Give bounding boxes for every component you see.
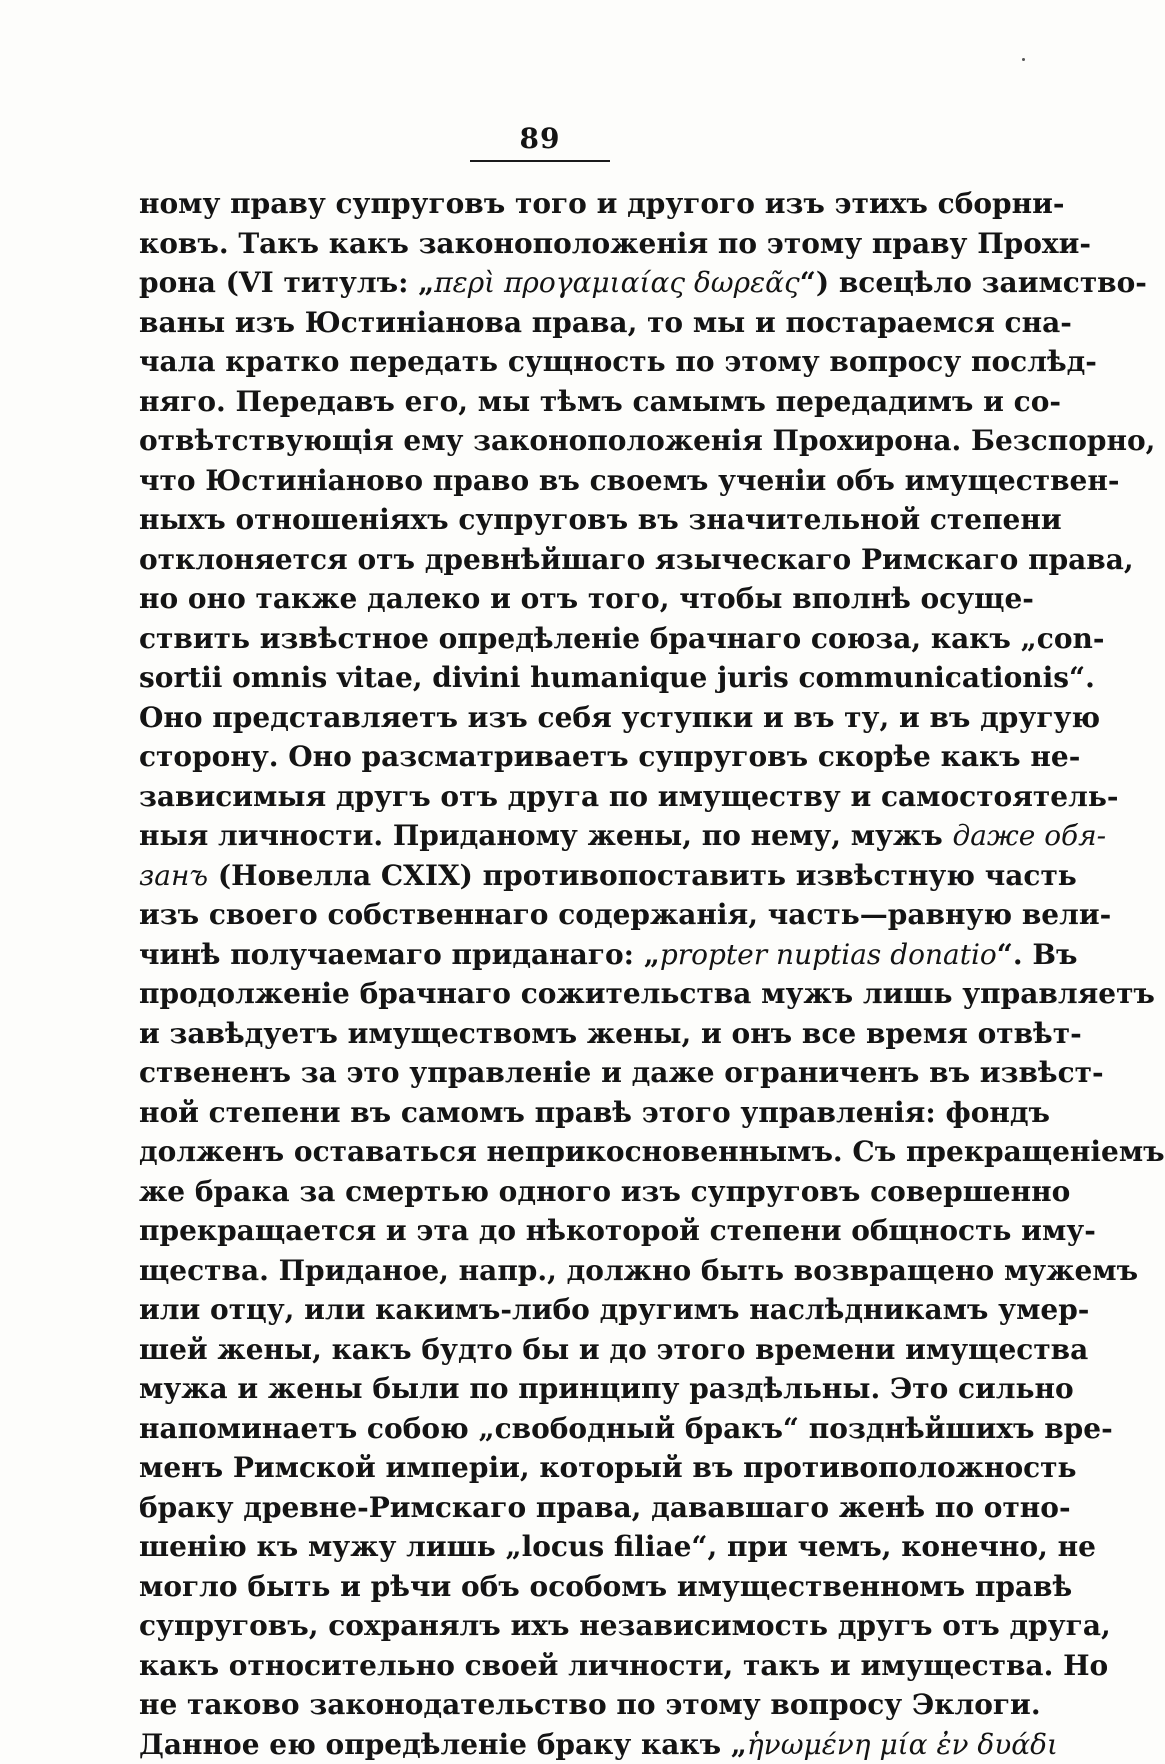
text-segment: и завѣдуетъ имуществомъ жены, и онъ все время отвѣт- [139,1017,1082,1050]
page-number: 89 [470,122,610,155]
italic-phrase: περὶ προγαμιαίας δωρεᾶς [434,266,799,299]
text-line [139,461,939,501]
text-segment: (Новелла CXIX) противопоставить извѣстную часть [208,859,1077,892]
text-segment: ковъ. Такъ какъ законоположенія по этому праву Прохи- [139,227,1091,260]
text-segment: сторону. Оно разсматриваетъ супруговъ скорѣе какъ не- [139,740,1080,773]
text-line [139,777,939,817]
text-line [139,619,939,659]
italic-phrase: ἡνωμένη μία ἐν δυάδι [747,1728,1058,1761]
text-line [139,895,939,935]
text-line [139,1646,939,1686]
text-line [139,816,939,856]
text-segment: чинѣ получаемаго приданаго: „ [139,938,660,971]
text-segment: Данное ею опредѣленіе браку какъ „ [139,1728,747,1761]
text-segment: шей жены, какъ будто бы и до этого времени имущества [139,1333,1088,1366]
italic-phrase: занъ [139,859,208,892]
text-segment: “. Въ [997,938,1078,971]
text-line [139,1725,939,1764]
text-line [139,1567,939,1607]
text-line [139,974,939,1014]
text-segment: зависимыя другъ отъ друга по имуществу и самостоятель- [139,780,1118,813]
text-line [139,1053,939,1093]
text-segment: не таково законодательство по этому вопросу Эклоги. [139,1688,1041,1721]
text-segment: ной степени въ самомъ правѣ этого управленія: фондъ [139,1096,1050,1129]
text-segment: но оно также далеко и отъ того, чтобы вполнѣ осуще- [139,582,1034,615]
italic-phrase: propter nuptias donatio [660,938,997,971]
text-line [139,698,939,738]
text-segment: или отцу, или какимъ-либо другимъ наслѣдникамъ умер- [139,1293,1089,1326]
text-line [139,1251,939,1291]
text-line [139,1290,939,1330]
text-segment: няго. Передавъ его, мы тѣмъ самымъ передадимъ и со- [139,385,1061,418]
text-line [139,1409,939,1449]
text-segment: “) всецѣло заимство- [800,266,1147,299]
text-segment: щества. Приданое, напр., должно быть возвращено мужемъ [139,1254,1138,1287]
text-line [139,856,939,896]
text-segment: прекращается и эта до нѣкоторой степени общность иму- [139,1214,1096,1247]
text-line [139,1685,939,1725]
text-line [139,263,939,303]
text-line [139,1014,939,1054]
text-segment: продолженіе брачнаго сожительства мужъ лишь управляетъ [139,977,1155,1010]
text-segment: Оно представляетъ изъ себя уступки и въ ту, и въ другую [139,701,1100,734]
text-segment: мужа и жены были по принципу раздѣльны. Это сильно [139,1372,1074,1405]
text-line [139,1132,939,1172]
text-line [139,737,939,777]
text-line [139,342,939,382]
text-segment: рона (VI титулъ: „ [139,266,434,299]
text-segment: ныхъ отношеніяхъ супруговъ въ значительной степени [139,503,1062,536]
text-line [139,224,939,264]
text-line [139,1369,939,1409]
body-paragraph [139,184,939,1764]
text-line [139,1488,939,1528]
text-line [139,1330,939,1370]
text-segment: супруговъ, сохранялъ ихъ независимость другъ отъ друга, [139,1609,1111,1642]
text-segment: ствененъ за это управленіе и даже ограниченъ въ извѣст- [139,1056,1104,1089]
text-segment: отвѣтствующія ему законоположенія Прохирона. Безспорно, [139,424,1155,457]
text-line [139,382,939,422]
text-segment: sortii omnis vitae, divini humanique juris communicationis“. [139,661,1095,694]
text-segment: менъ Римской имперіи, который въ противоположность [139,1451,1077,1484]
text-segment: чала кратко передать сущность по этому вопросу послѣд- [139,345,1097,378]
text-line [139,500,939,540]
text-segment: напоминаетъ собою „свободный бракъ“ позднѣйшихъ вре- [139,1412,1113,1445]
text-line [139,579,939,619]
text-segment: ныя личности. Приданому жены, по нему, мужъ [139,819,952,852]
text-line [139,540,939,580]
text-line [139,1606,939,1646]
text-segment: отклоняется отъ древнѣйшаго языческаго Римскаго права, [139,543,1134,576]
text-segment: браку древне-Римскаго права, дававшаго женѣ по отно- [139,1491,1071,1524]
text-line [139,658,939,698]
text-segment: ваны изъ Юстиніанова права, то мы и постараемся сна- [139,306,1072,339]
text-segment: же брака за смертью одного изъ супруговъ совершенно [139,1175,1070,1208]
page-number-rule [470,160,610,162]
text-line [139,303,939,343]
text-segment: шенію къ мужу лишь „locus filiae“, при чемъ, конечно, не [139,1530,1096,1563]
text-line [139,1211,939,1251]
text-line [139,935,939,975]
text-line [139,1172,939,1212]
italic-phrase: даже обя- [952,819,1106,852]
text-segment: какъ относительно своей личности, такъ и имущества. Но [139,1649,1108,1682]
text-line [139,1527,939,1567]
text-segment: что Юстиніаново право въ своемъ ученіи объ имуществен- [139,464,1119,497]
text-segment: ному праву супруговъ того и другого изъ этихъ сборни- [139,187,1065,220]
text-line [139,1448,939,1488]
text-line [139,1093,939,1133]
text-line [139,421,939,461]
text-segment: могло быть и рѣчи объ особомъ имущественномъ правѣ [139,1570,1072,1603]
text-line [139,184,939,224]
text-segment: ствить извѣстное опредѣленіе брачнаго союза, какъ „con- [139,622,1104,655]
text-segment: долженъ оставаться неприкосновеннымъ. Съ прекращеніемъ [139,1135,1165,1168]
text-segment: изъ своего собственнаго содержанія, часть—равную вели- [139,898,1111,931]
scan-speck [1022,58,1025,61]
